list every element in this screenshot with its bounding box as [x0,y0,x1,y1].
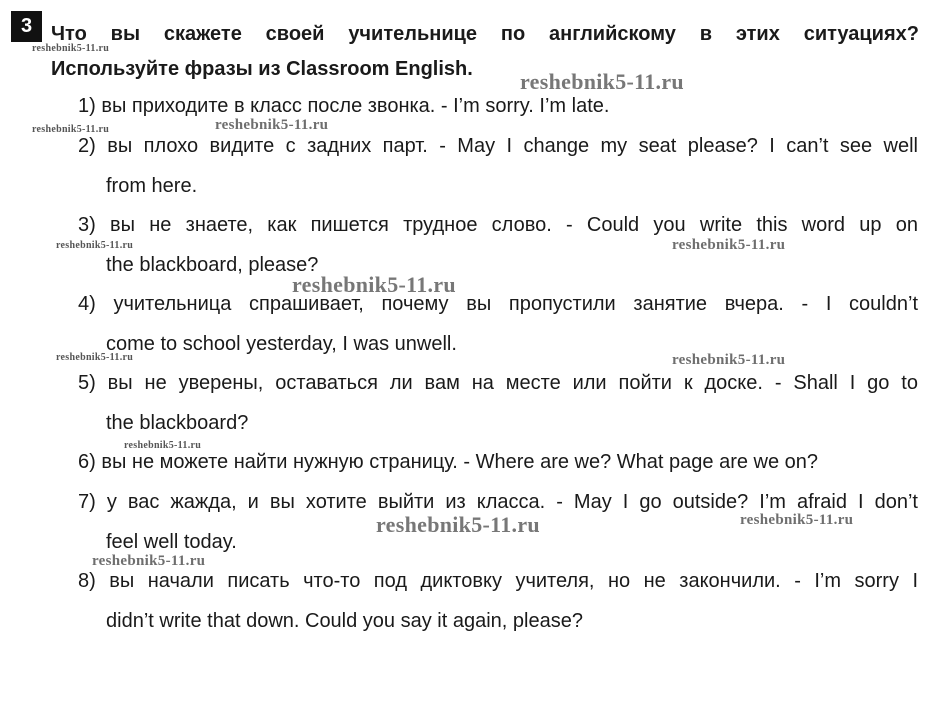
watermark: reshebnik5-11.ru [56,240,134,251]
item-text-line2: the blackboard? [106,411,249,434]
item-text-line1: 4) учительница спрашивает, почему вы пропустили занятие вчера. - I couldn’t [78,293,918,315]
watermark: reshebnik5-11.ru [376,512,540,537]
watermark: reshebnik5-11.ru [740,512,854,528]
watermark: reshebnik5-11.ru [92,553,206,569]
item-text-line1: 7) у вас жажда, и вы хотите выйти из класса. - May I go outside? I’m afraid I don’t [78,491,918,513]
watermark: reshebnik5-11.ru [32,43,110,54]
watermark: reshebnik5-11.ru [32,124,110,135]
list-item [78,364,918,443]
list-item [78,562,918,641]
list-item [78,206,918,285]
item-text-line2: from here. [106,174,198,197]
watermark: reshebnik5-11.ru [292,272,456,297]
list-item [78,443,918,483]
item-text-line1: 5) вы не уверены, оставаться ли вам на месте или пойти к доске. - Shall I go to [78,372,918,394]
task-instruction: Используйте фразы из Classroom English. [51,58,473,80]
watermark: reshebnik5-11.ru [672,352,786,368]
item-text-line2: feel well today. [106,530,237,553]
item-text-line2: the blackboard, please? [106,253,319,276]
list-item [78,87,918,127]
item-text-line1: 6) вы не можете найти нужную страницу. - Where are we? What page are we on? [78,451,819,473]
task-number-badge: 3 [11,11,42,42]
item-text-line2: come to school yesterday, I was unwell. [106,332,457,355]
watermark: reshebnik5-11.ru [520,69,684,94]
list-item [78,285,918,364]
item-text-line1: 8) вы начали писать что-то под диктовку учителя, но не закончили. - I’m sorry I [78,570,918,592]
list-item [78,127,918,206]
watermark: reshebnik5-11.ru [215,117,329,133]
task-title: Что вы скажете своей учительнице по английскому в этих ситуациях? [51,23,919,45]
item-text-line1: 1) вы приходите в класс после звонка. - I’m sorry. I’m late. [78,95,610,117]
watermark: reshebnik5-11.ru [124,440,202,451]
item-text-line1: 2) вы плохо видите с задних парт. - May I change my seat please? I can’t see well [78,135,918,157]
watermark: reshebnik5-11.ru [56,352,134,363]
watermark: reshebnik5-11.ru [672,237,786,253]
item-text-line2: didn’t write that down. Could you say it again, please? [106,609,583,632]
item-text-line1: 3) вы не знаете, как пишется трудное слово. - Could you write this word up on [78,214,918,236]
